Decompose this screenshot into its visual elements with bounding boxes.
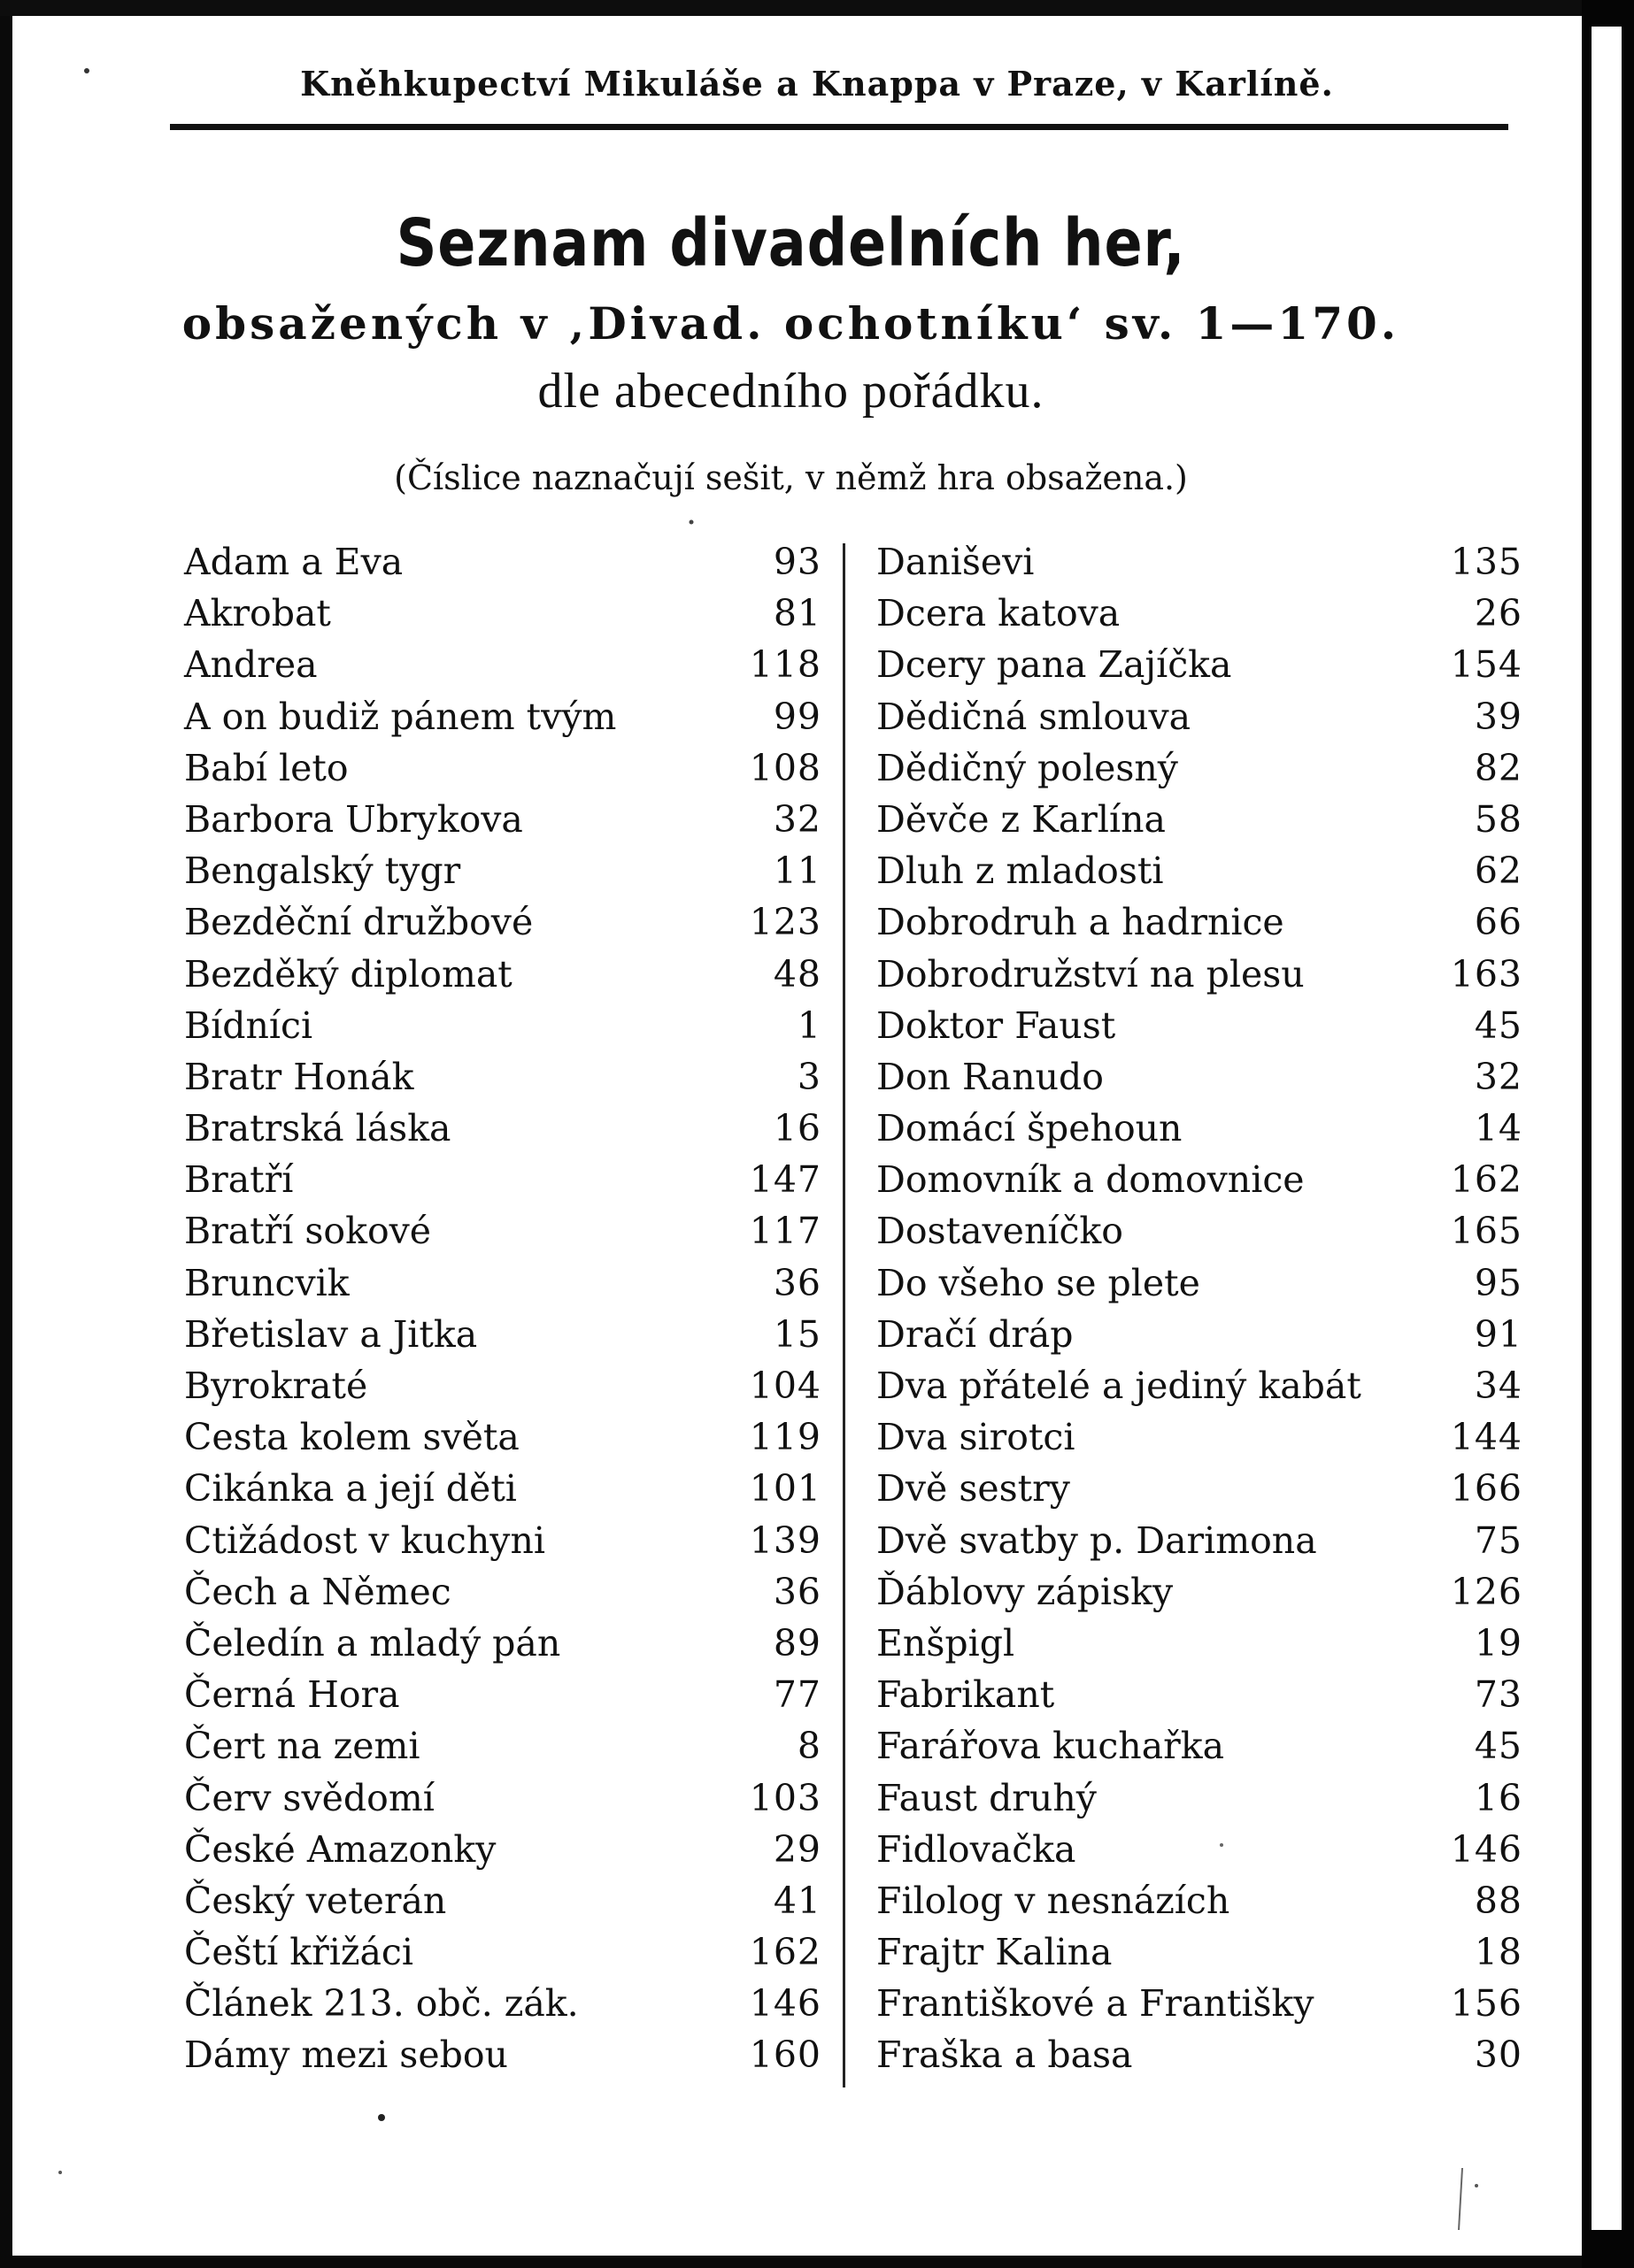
volume-number: 117	[749, 1210, 821, 1253]
play-title: České Amazonky	[184, 1827, 497, 1871]
play-title: Domovník a domovnice	[876, 1158, 1305, 1202]
list-item	[876, 1205, 1522, 1257]
play-title: Don Ranudo	[876, 1055, 1104, 1098]
play-title: Filolog v nesnázích	[876, 1879, 1230, 1922]
play-title: Ďáblovy zápisky	[876, 1570, 1174, 1613]
volume-number: 73	[1474, 1673, 1522, 1717]
volume-number: 36	[773, 1570, 821, 1613]
list-item	[876, 1463, 1522, 1514]
scan-right-margin	[1592, 27, 1622, 2230]
list-item	[184, 1000, 821, 1051]
list-item	[184, 1051, 821, 1103]
list-item	[876, 1566, 1522, 1618]
list-item	[876, 1051, 1522, 1103]
numbers-note: (Číslice naznačují sešit, v němž hra obsažena.)	[394, 458, 1188, 497]
list-item	[876, 588, 1522, 639]
list-item	[184, 1669, 821, 1720]
play-title: Do všeho se plete	[876, 1261, 1200, 1304]
play-title: Cikánka a její děti	[184, 1467, 517, 1511]
list-item	[876, 639, 1522, 690]
play-title: Čert na zemi	[184, 1725, 420, 1768]
list-item	[876, 1824, 1522, 1875]
play-title: Bratrská láska	[184, 1107, 451, 1150]
volume-number: 93	[773, 541, 821, 583]
play-title: Dvě sestry	[876, 1467, 1070, 1511]
list-item	[876, 2029, 1522, 2080]
list-item	[184, 1515, 821, 1566]
volume-number: 118	[749, 643, 821, 687]
header-rule	[170, 124, 1508, 130]
list-item	[876, 742, 1522, 794]
list-item	[184, 1720, 821, 1772]
play-title: Domácí špehoun	[876, 1107, 1183, 1150]
volume-number: 11	[773, 850, 821, 893]
play-title: Bratří	[184, 1158, 294, 1202]
volume-number: 108	[749, 746, 821, 789]
play-title: Bruncvik	[184, 1261, 350, 1304]
volume-number: 45	[1474, 1003, 1522, 1047]
volume-number: 123	[749, 901, 821, 944]
play-title: Frajtr Kalina	[876, 1931, 1113, 1974]
list-item	[876, 1515, 1522, 1566]
volume-number: 119	[749, 1416, 821, 1459]
volume-number: 30	[1474, 2034, 1522, 2077]
play-title: Akrobat	[184, 592, 331, 635]
volume-number: 18	[1474, 1931, 1522, 1974]
volume-number: 1	[797, 1003, 821, 1047]
volume-number: 104	[749, 1365, 821, 1407]
list-item	[184, 1772, 821, 1824]
play-title: Barbora Ubrykova	[184, 797, 523, 841]
volume-number: 36	[773, 1261, 821, 1304]
volume-number: 39	[1474, 695, 1522, 738]
list-item	[184, 845, 821, 896]
list-item	[876, 1103, 1522, 1154]
play-title: Černá Hora	[184, 1673, 400, 1717]
list-item	[184, 2029, 821, 2080]
volume-number: 91	[1474, 1312, 1522, 1356]
volume-number: 62	[1474, 850, 1522, 893]
volume-number: 146	[1450, 1827, 1522, 1871]
list-item	[876, 536, 1522, 588]
list-item	[184, 1360, 821, 1411]
play-title: Fabrikant	[876, 1673, 1055, 1717]
list-item	[184, 639, 821, 690]
list-item	[876, 949, 1522, 1000]
play-title: Bídníci	[184, 1003, 313, 1047]
list-item	[876, 1000, 1522, 1051]
play-title: Dcery pana Zajíčka	[876, 643, 1232, 687]
volume-number: 156	[1450, 1982, 1522, 2026]
list-item	[184, 742, 821, 794]
play-title: Adam a Eva	[184, 541, 404, 583]
play-title: Český veterán	[184, 1879, 447, 1922]
play-title: Andrea	[184, 643, 318, 687]
play-title: Dobrodruh a hadrnice	[876, 901, 1284, 944]
play-title: Čeledín a mladý pán	[184, 1621, 561, 1664]
volume-number: 82	[1474, 746, 1522, 789]
list-item	[184, 1103, 821, 1154]
play-title: Dračí dráp	[876, 1312, 1074, 1356]
volume-number: 88	[1474, 1879, 1522, 1922]
play-title: Bratr Honák	[184, 1055, 414, 1098]
volume-number: 29	[773, 1827, 821, 1871]
play-title: Ctižádost v kuchyni	[184, 1518, 545, 1562]
volume-number: 3	[797, 1055, 821, 1098]
play-title: Doktor Faust	[876, 1003, 1116, 1047]
list-item	[184, 1411, 821, 1463]
list-item	[184, 896, 821, 948]
volume-number: 34	[1474, 1365, 1522, 1407]
order-line: dle abecedního pořádku.	[537, 364, 1044, 419]
list-item	[876, 794, 1522, 845]
volume-number: 32	[773, 797, 821, 841]
volume-number: 162	[1450, 1158, 1522, 1202]
volume-number: 66	[1474, 901, 1522, 944]
volume-number: 32	[1474, 1055, 1522, 1098]
publisher-header: Kněhkupectví Mikuláše a Knappa v Praze, v Karlíně.	[300, 64, 1334, 104]
volume-number: 103	[749, 1776, 821, 1819]
play-title: Dvě svatby p. Darimona	[876, 1518, 1317, 1562]
play-title: Dostaveníčko	[876, 1210, 1123, 1253]
play-title: Dědičný polesný	[876, 746, 1178, 789]
play-title: Dědičná smlouva	[876, 695, 1191, 738]
volume-number: 89	[773, 1621, 821, 1664]
volume-number: 58	[1474, 797, 1522, 841]
list-item	[184, 1926, 821, 1978]
play-title: Daniševi	[876, 541, 1035, 583]
list-item	[876, 1978, 1522, 2029]
volume-number: 8	[797, 1725, 821, 1768]
list-item	[184, 1875, 821, 1926]
list-item	[184, 588, 821, 639]
play-title: Dcera katova	[876, 592, 1121, 635]
page-subtitle: obsažených v ‚Divad. ochotníku‘ sv. 1—170.	[181, 297, 1400, 350]
play-title: Farářova kuchařka	[876, 1725, 1225, 1768]
list-item	[184, 1205, 821, 1257]
play-title: Bratří sokové	[184, 1210, 432, 1253]
list-item	[184, 949, 821, 1000]
play-title: Dobrodružství na plesu	[876, 952, 1305, 996]
list-item	[184, 536, 821, 588]
scan-top-edge	[0, 0, 1582, 16]
volume-number: 19	[1474, 1621, 1522, 1664]
play-title: Bezděký diplomat	[184, 952, 513, 996]
volume-number: 26	[1474, 592, 1522, 635]
volume-number: 160	[749, 2034, 821, 2077]
list-item	[876, 691, 1522, 742]
list-item	[184, 1824, 821, 1875]
play-title: Faust druhý	[876, 1776, 1097, 1819]
page-title: Seznam divadelních her,	[396, 205, 1186, 281]
list-item	[876, 1720, 1522, 1772]
list-item	[184, 794, 821, 845]
list-item	[876, 1926, 1522, 1978]
volume-number: 45	[1474, 1725, 1522, 1768]
play-title: Bezděční družbové	[184, 901, 534, 944]
list-item	[876, 1154, 1522, 1205]
list-item	[876, 845, 1522, 896]
play-title: Dva sirotci	[876, 1416, 1075, 1459]
volume-number: 165	[1450, 1210, 1522, 1253]
play-title: Cesta kolem světa	[184, 1416, 520, 1459]
list-item	[184, 1618, 821, 1669]
volume-number: 163	[1450, 952, 1522, 996]
list-item	[184, 1978, 821, 2029]
list-item	[184, 1566, 821, 1618]
play-title: Čeští křižáci	[184, 1931, 413, 1974]
volume-number: 14	[1474, 1107, 1522, 1150]
volume-number: 147	[749, 1158, 821, 1202]
volume-number: 146	[749, 1982, 821, 2026]
list-item	[876, 1411, 1522, 1463]
play-title: Dámy mezi sebou	[184, 2034, 508, 2077]
list-item	[876, 1257, 1522, 1309]
left-column	[184, 536, 821, 2081]
volume-number: 144	[1450, 1416, 1522, 1459]
list-item	[184, 1309, 821, 1360]
play-title: Františkové a Františky	[876, 1982, 1314, 2026]
play-title: Článek 213. obč. zák.	[184, 1982, 579, 2026]
volume-number: 16	[1474, 1776, 1522, 1819]
play-title: Babí leto	[184, 746, 349, 789]
play-title: Děvče z Karlína	[876, 797, 1166, 841]
play-title: Enšpigl	[876, 1621, 1015, 1664]
column-divider	[843, 543, 845, 2087]
play-title: Dluh z mladosti	[876, 850, 1164, 893]
list-item	[184, 691, 821, 742]
volume-number: 166	[1450, 1467, 1522, 1511]
play-title: Fidlovačka	[876, 1827, 1076, 1871]
list-item	[876, 1309, 1522, 1360]
list-item	[184, 1257, 821, 1309]
volume-number: 77	[773, 1673, 821, 1717]
volume-number: 126	[1450, 1570, 1522, 1613]
list-item	[876, 1360, 1522, 1411]
volume-number: 75	[1474, 1518, 1522, 1562]
play-title: Čech a Němec	[184, 1570, 451, 1613]
volume-number: 99	[773, 695, 821, 738]
volume-number: 154	[1450, 643, 1522, 687]
play-title: Břetislav a Jitka	[184, 1312, 478, 1356]
right-column	[876, 536, 1522, 2081]
list-item	[876, 1772, 1522, 1824]
list-item	[876, 1618, 1522, 1669]
play-title: A on budiž pánem tvým	[184, 695, 617, 738]
volume-number: 48	[773, 952, 821, 996]
list-item	[876, 1875, 1522, 1926]
play-title: Červ svědomí	[184, 1776, 435, 1819]
volume-number: 16	[773, 1107, 821, 1150]
list-item	[876, 896, 1522, 948]
volume-number: 41	[773, 1879, 821, 1922]
play-title: Dva přátelé a jediný kabát	[876, 1365, 1361, 1407]
list-item	[876, 1669, 1522, 1720]
volume-number: 81	[773, 592, 821, 635]
play-title: Bengalský tygr	[184, 850, 461, 893]
volume-number: 15	[773, 1312, 821, 1356]
play-title: Fraška a basa	[876, 2034, 1133, 2077]
list-item	[184, 1154, 821, 1205]
volume-number: 139	[749, 1518, 821, 1562]
list-item	[184, 1463, 821, 1514]
volume-number: 95	[1474, 1261, 1522, 1304]
volume-number: 101	[749, 1467, 821, 1511]
volume-number: 135	[1450, 541, 1522, 583]
play-title: Byrokraté	[184, 1365, 368, 1407]
volume-number: 162	[749, 1931, 821, 1974]
